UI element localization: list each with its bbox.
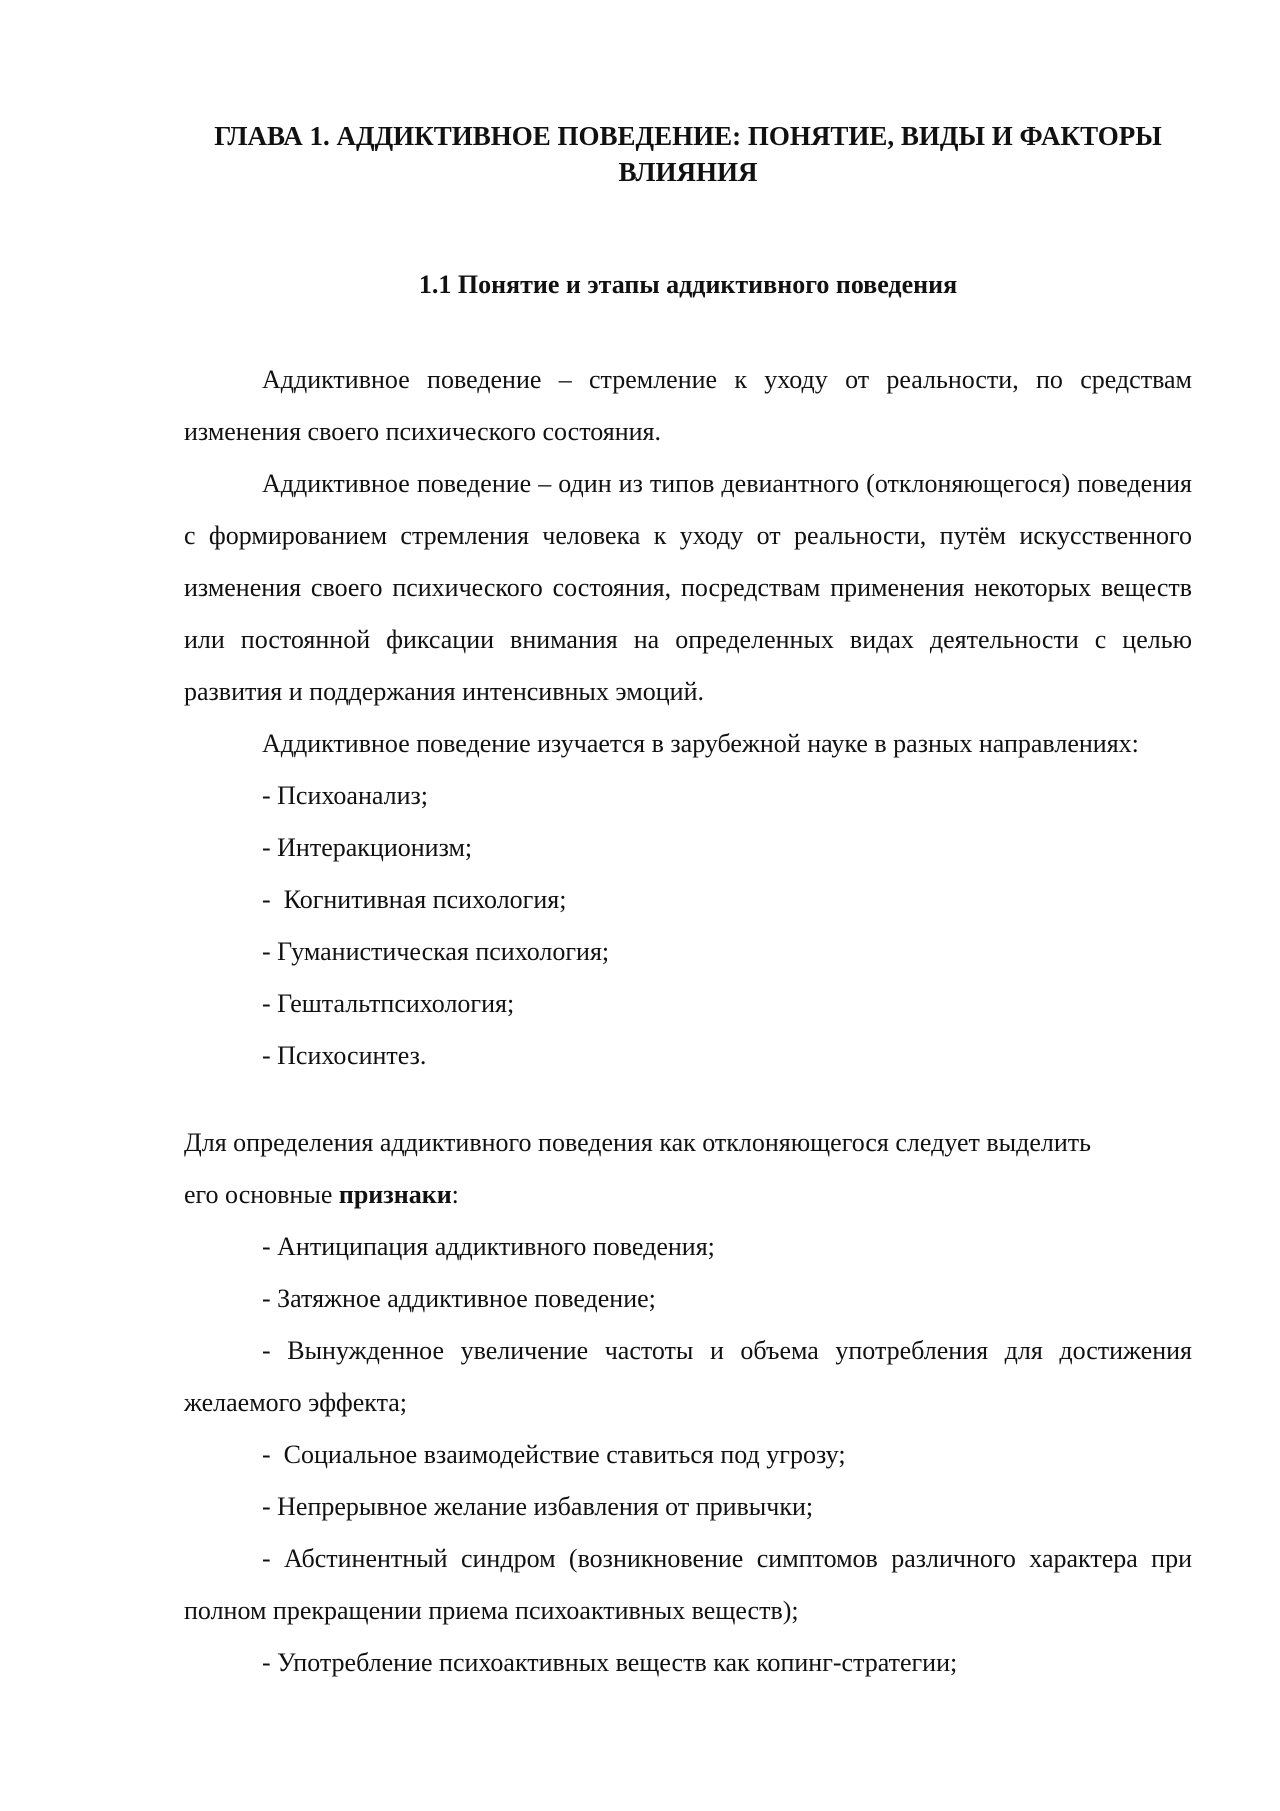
signs-list [184, 1221, 1192, 1689]
chapter-title: ГЛАВА 1. АДДИКТИВНОЕ ПОВЕДЕНИЕ: ПОНЯТИЕ, ВИДЫ И ФАКТОРЫ ВЛИЯНИЯ [214, 121, 1162, 187]
list-item: - Вынужденное увеличение частоты и объема употребления для достижения желаемого эффекта; [184, 1336, 1192, 1417]
signs-intro-prefix: его основные [184, 1180, 339, 1209]
list-item: - Абстинентный синдром (возникновение симптомов различного характера при полном прекращении приема психоактивных веществ); [184, 1544, 1192, 1625]
signs-intro-suffix: : [451, 1180, 459, 1209]
signs-intro [184, 1117, 1192, 1221]
signs-intro-line: Для определения аддиктивного поведения как отклоняющегося следует выделить [184, 1128, 1092, 1157]
section-title: 1.1 Понятие и этапы аддиктивного поведения [418, 270, 958, 299]
list-item: - Психосинтез. [262, 1041, 427, 1070]
directions-list [184, 770, 1192, 1082]
paragraph-directions-intro: Аддиктивное поведение изучается в зарубежной науке в разных направлениях: [262, 729, 1139, 758]
spacer [184, 1082, 1192, 1117]
list-item: - Психоанализ; [262, 781, 429, 810]
list-item: - Гуманистическая психология; [262, 937, 610, 966]
document-page [184, 118, 1192, 1689]
signs-intro-line [184, 1169, 1192, 1221]
paragraph-definition: Аддиктивное поведение – стремление к уходу от реальности, по средствам изменения своего психического состояния. [184, 365, 1192, 446]
list-item: - Непрерывное желание избавления от привычки; [262, 1492, 814, 1521]
list-item: - Гештальтпсихология; [262, 989, 515, 1018]
list-item: - Затяжное аддиктивное поведение; [262, 1284, 656, 1313]
list-item: - Употребление психоактивных веществ как копинг-стратегии; [262, 1648, 958, 1677]
list-item: - Интеракционизм; [262, 833, 473, 862]
list-item: - Социальное взаимодействие ставиться под угрозу; [262, 1440, 846, 1469]
list-item: - Антиципация аддиктивного поведения; [262, 1232, 715, 1261]
signs-keyword: признаки [338, 1180, 452, 1209]
list-item: - Когнитивная психология; [262, 885, 567, 914]
paragraph-deviant-type: Аддиктивное поведение – один из типов девиантного (отклоняющегося) поведения с формированием стремления человека к уходу от реальности, путём искусственного изменения своего психического состояния, посредствам применения некоторых веществ или постоянной фиксации внимания на определенных видах деятельности с целью развития и поддержания интенсивных эмоций. [184, 469, 1192, 706]
